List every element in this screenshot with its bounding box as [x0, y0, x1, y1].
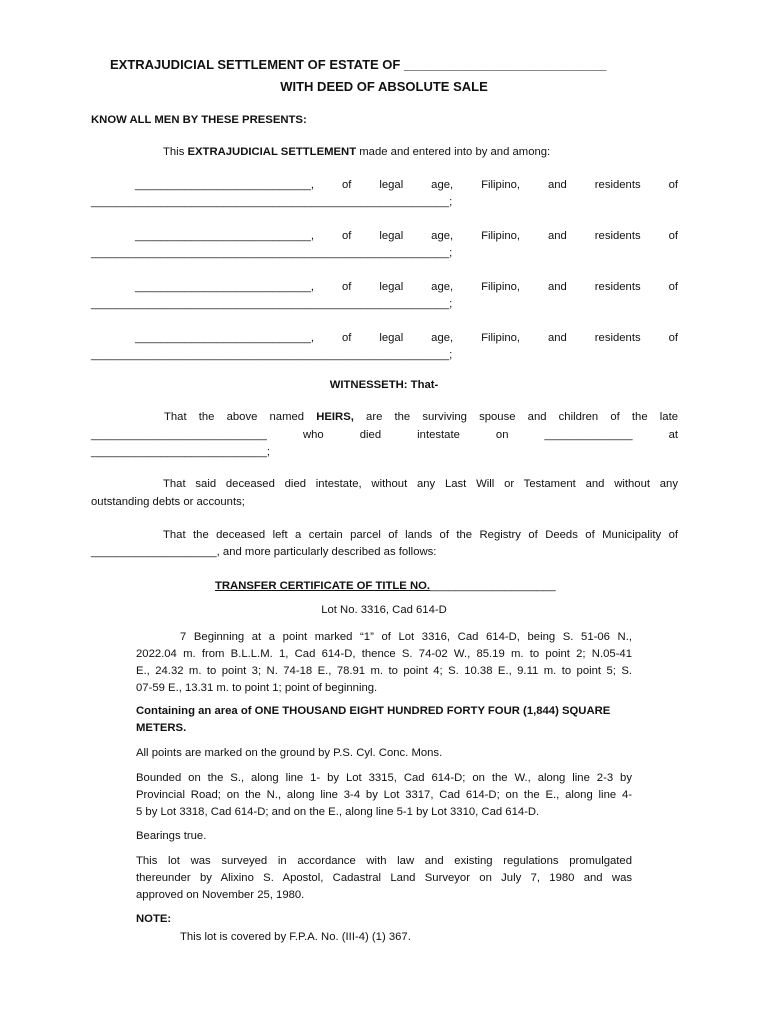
- party-word: of: [668, 179, 678, 191]
- party-word: Filipino,: [481, 179, 521, 191]
- party-word: of: [668, 281, 678, 293]
- party-word: legal: [379, 332, 404, 344]
- heirs-line2: [91, 427, 678, 444]
- heirs-name-blank: ____________________________: [91, 429, 267, 441]
- area-prefix: Containing an area of: [136, 705, 255, 717]
- party-word: of: [342, 230, 352, 242]
- survey-line1: This lot was surveyed in accordance with law and existing regulations promulgated: [136, 855, 632, 867]
- party-name-blank: ____________________________,: [135, 332, 315, 344]
- heirs-place-blank: ____________________________;: [91, 446, 271, 458]
- party-word: age,: [431, 230, 454, 242]
- tct-number-blank: ____________________: [430, 580, 556, 592]
- party-word: residents: [594, 179, 641, 191]
- party-word: and: [547, 179, 567, 191]
- area-line1: [136, 703, 610, 720]
- party-line: [91, 279, 678, 296]
- party-word: legal: [379, 179, 404, 191]
- party-word: Filipino,: [481, 281, 521, 293]
- heirs-line1: [91, 409, 678, 426]
- survey-line3: approved on November 25, 1980.: [136, 889, 305, 901]
- party-word: age,: [431, 179, 454, 191]
- party-residence-blank: _________________________________________________________;: [91, 247, 453, 259]
- party-residence-blank: _________________________________________________________;: [91, 196, 453, 208]
- points-line: All points are marked on the ground by P.S. Cyl. Conc. Mons.: [136, 747, 443, 759]
- party-word: legal: [379, 281, 404, 293]
- party-line: [91, 228, 678, 245]
- party-word: legal: [379, 230, 404, 242]
- party-word: of: [342, 179, 352, 191]
- deceased-line1: That said deceased died intestate, without any Last Will or Testament and without any: [163, 478, 678, 490]
- heirs-prefix: That the above named: [164, 411, 317, 423]
- party-word: Filipino,: [481, 230, 521, 242]
- party-word: of: [668, 332, 678, 344]
- party-word: residents: [594, 281, 641, 293]
- document-title-line2: WITH DEED OF ABSOLUTE SALE: [280, 79, 488, 94]
- parcel-line1: That the deceased left a certain parcel of lands of the Registry of Deeds of Municipality of: [163, 529, 678, 541]
- deceased-line2: outstanding debts or accounts;: [91, 496, 245, 508]
- area-bold: ONE THOUSAND EIGHT HUNDRED FORTY FOUR (1,844) SQUARE: [254, 705, 611, 717]
- party-line: [91, 177, 678, 194]
- party-word: Filipino,: [481, 332, 521, 344]
- area-line2: METERS.: [136, 722, 187, 734]
- parcel-line2: ____________________, and more particularly described as follows:: [91, 546, 437, 558]
- party-word: age,: [431, 281, 454, 293]
- party-name-blank: ____________________________,: [135, 281, 315, 293]
- heirs-word: who: [302, 429, 324, 441]
- party-word: residents: [594, 230, 641, 242]
- bearings-line: Bearings true.: [136, 830, 207, 842]
- party-name-blank: ____________________________,: [135, 179, 315, 191]
- description-line2: 2022.04 m. from B.L.L.M. 1, Cad 614-D, thence S. 74-02 W., 85.19 m. to point 2; N.05-41: [136, 648, 632, 660]
- party-word: of: [668, 230, 678, 242]
- tct-heading-text: TRANSFER CERTIFICATE OF TITLE NO.: [215, 580, 431, 592]
- party-residence-blank: _________________________________________________________;: [91, 298, 453, 310]
- bounded-line2: Provincial Road; on the N., along line 3-4 by Lot 3317, Cad 614-D; on the E., along line 4-: [136, 789, 632, 801]
- note-text: This lot is covered by F.P.A. No. (III-4) (1) 367.: [180, 931, 411, 943]
- party-name-blank: ____________________________,: [135, 230, 315, 242]
- party-word: age,: [431, 332, 454, 344]
- heirs-bold: HEIRS,: [316, 411, 354, 423]
- party-word: and: [547, 281, 567, 293]
- heirs-date-blank: ______________: [544, 429, 633, 441]
- tct-heading: [215, 578, 556, 595]
- survey-line2: thereunder by Alixino S. Apostol, Cadastral Land Surveyor on July 7, 1980 and was: [136, 872, 632, 884]
- heirs-line1-text: [164, 409, 678, 426]
- heirs-word: died: [359, 429, 382, 441]
- heirs-suffix: are the surviving spouse and children of the late: [353, 411, 678, 423]
- intro-sentence: [163, 144, 550, 161]
- document-title-line1: EXTRAJUDICIAL SETTLEMENT OF ESTATE OF ____________________________: [110, 57, 607, 72]
- party-word: and: [547, 230, 567, 242]
- party-word: residents: [594, 332, 641, 344]
- bounded-line1: Bounded on the S., along line 1- by Lot 3315, Cad 614-D; on the W., along line 2-3 by: [136, 772, 632, 784]
- lot-number: Lot No. 3316, Cad 614-D: [321, 604, 447, 616]
- heirs-word: at: [668, 429, 678, 441]
- heirs-word: on: [495, 429, 509, 441]
- party-residence-blank: _________________________________________________________;: [91, 349, 453, 361]
- witnesseth-heading: WITNESSETH: That-: [329, 379, 439, 391]
- description-line3: E., 24.32 m. to point 3; N. 74-18 E., 78.91 m. to point 4; S. 10.38 E., 9.11 m. to point 5; S.: [136, 665, 632, 677]
- party-line: [91, 330, 678, 347]
- party-word: of: [342, 332, 352, 344]
- description-line4: 07-59 E., 13.31 m. to point 1; point of beginning.: [136, 682, 378, 694]
- intro-suffix: made and entered into by and among:: [356, 146, 551, 158]
- intro-prefix: This: [163, 146, 188, 158]
- intro-bold: EXTRAJUDICIAL SETTLEMENT: [187, 146, 357, 158]
- party-word: and: [547, 332, 567, 344]
- party-word: of: [342, 281, 352, 293]
- know-all-heading: KNOW ALL MEN BY THESE PRESENTS:: [91, 114, 307, 126]
- heirs-word: intestate: [417, 429, 460, 441]
- description-line1: 7 Beginning at a point marked “1” of Lot 3316, Cad 614-D, being S. 51-06 N.,: [180, 631, 632, 643]
- bounded-line3: 5 by Lot 3318, Cad 614-D; and on the E., along line 5-1 by Lot 3310, Cad 614-D.: [136, 806, 540, 818]
- note-label: NOTE:: [136, 913, 172, 925]
